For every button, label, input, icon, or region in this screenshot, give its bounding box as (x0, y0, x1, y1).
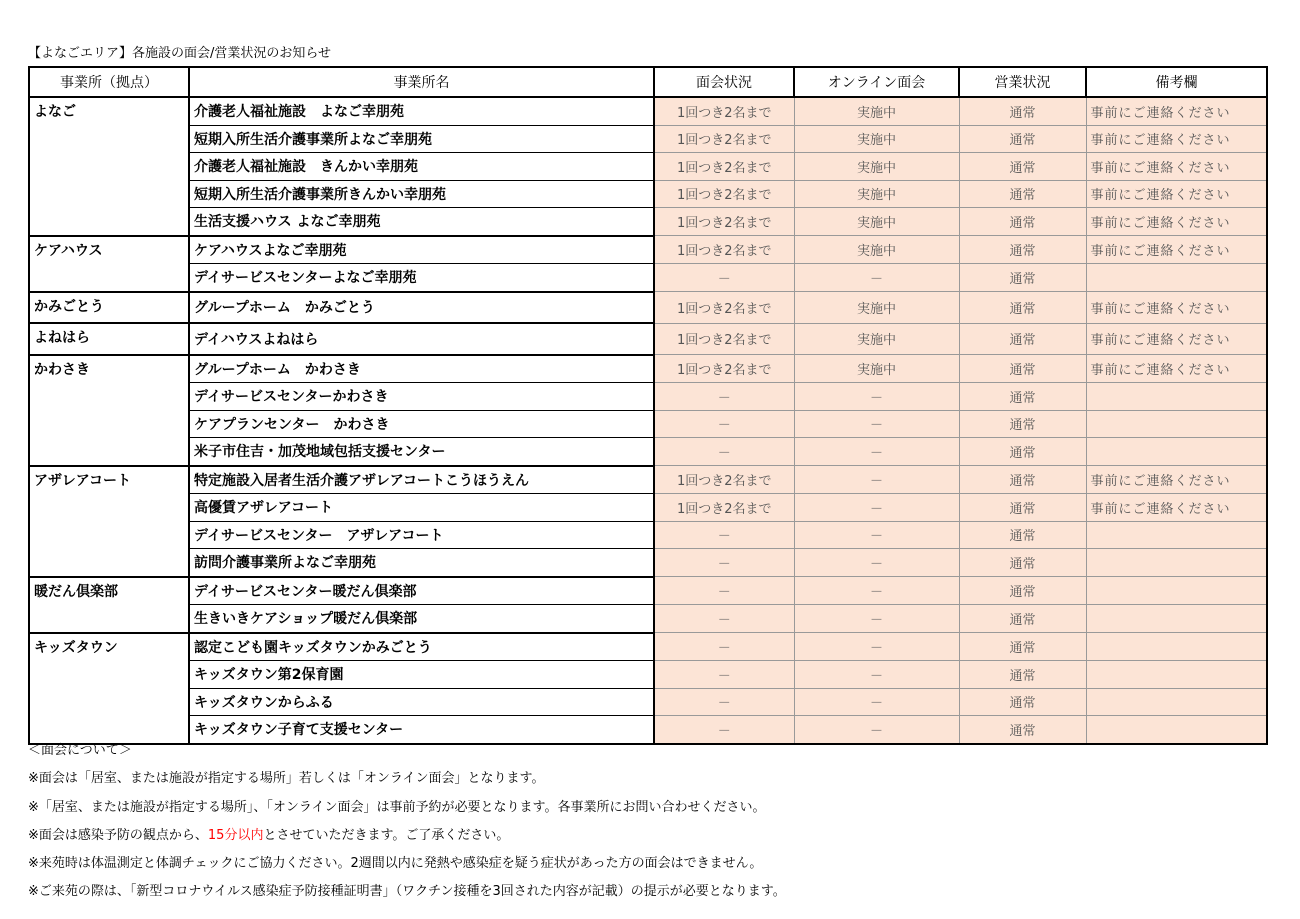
business-status-cell: 通常 (959, 466, 1086, 494)
online-visit-cell: － (794, 410, 959, 438)
remarks-cell: 事前にご連絡ください (1086, 125, 1267, 153)
note-line: ※面会は「居室、または施設が指定する場所」若しくは「オンライン面会」となります。 (28, 771, 545, 787)
business-status-cell: 通常 (959, 605, 1086, 633)
facility-name-cell: 生きいきケアショップ暖だん倶楽部 (189, 605, 654, 633)
remarks-cell (1086, 716, 1267, 744)
online-visit-cell: － (794, 577, 959, 605)
table-row (29, 208, 1267, 236)
remarks-cell: 事前にご連絡ください (1086, 236, 1267, 264)
facility-name-cell: キッズタウン第2保育園 (189, 661, 654, 689)
table-row (29, 180, 1267, 208)
remarks-cell (1086, 410, 1267, 438)
table-row (29, 264, 1267, 292)
table-row (29, 97, 1267, 125)
business-status-cell: 通常 (959, 292, 1086, 324)
business-status-cell: 通常 (959, 125, 1086, 153)
online-visit-cell: － (794, 521, 959, 549)
facility-name-cell: グループホーム かみごとう (189, 292, 654, 324)
note-text: ※面会は感染予防の観点から、 (28, 827, 208, 843)
remarks-cell (1086, 605, 1267, 633)
remarks-cell: 事前にご連絡ください (1086, 180, 1267, 208)
header-visit-status: 面会状況 (654, 67, 794, 97)
visit-status-cell: － (654, 264, 794, 292)
online-visit-cell: － (794, 605, 959, 633)
base-cell: かわさき (29, 355, 189, 466)
online-visit-cell: 実施中 (794, 208, 959, 236)
remarks-cell (1086, 383, 1267, 411)
table-row (29, 153, 1267, 181)
table-row (29, 549, 1267, 577)
online-visit-cell: － (794, 549, 959, 577)
table-row (29, 633, 1267, 661)
business-status-cell: 通常 (959, 688, 1086, 716)
business-status-cell: 通常 (959, 383, 1086, 411)
table-row (29, 494, 1267, 522)
visit-status-cell: 1回つき2名まで (654, 494, 794, 522)
facility-name-cell: ケアハウスよなご幸朋苑 (189, 236, 654, 264)
facility-name-cell: 認定こども園キッズタウンかみごとう (189, 633, 654, 661)
visit-status-cell: 1回つき2名まで (654, 466, 794, 494)
business-status-cell: 通常 (959, 323, 1086, 355)
visit-status-cell: － (654, 577, 794, 605)
remarks-cell: 事前にご連絡ください (1086, 355, 1267, 383)
remarks-cell (1086, 438, 1267, 466)
online-visit-cell: 実施中 (794, 97, 959, 125)
facility-name-cell: グループホーム かわさき (189, 355, 654, 383)
online-visit-cell: － (794, 466, 959, 494)
base-cell: キッズタウン (29, 633, 189, 744)
business-status-cell: 通常 (959, 716, 1086, 744)
facility-name-cell: 介護老人福祉施設 きんかい幸朋苑 (189, 153, 654, 181)
base-cell: アザレアコート (29, 466, 189, 577)
table-row (29, 521, 1267, 549)
visit-notes (28, 737, 786, 907)
online-visit-cell: 実施中 (794, 125, 959, 153)
online-visit-cell: － (794, 633, 959, 661)
remarks-cell: 事前にご連絡ください (1086, 323, 1267, 355)
facility-name-cell: 米子市住吉・加茂地域包括支援センター (189, 438, 654, 466)
online-visit-cell: － (794, 716, 959, 744)
table-row (29, 577, 1267, 605)
table-body (29, 97, 1267, 744)
table-row (29, 438, 1267, 466)
facility-name-cell: 特定施設入居者生活介護アザレアコートこうほうえん (189, 466, 654, 494)
visit-status-cell: － (654, 661, 794, 689)
remarks-cell (1086, 549, 1267, 577)
note-highlight: 15分以内 (207, 827, 264, 843)
visit-status-cell: － (654, 410, 794, 438)
remarks-cell (1086, 633, 1267, 661)
note-line: ※ご来苑の際は、「新型コロナウイルス感染症予防接種証明書」（ワクチン接種を3回された内容が記載）の提示が必要となります。 (28, 884, 786, 900)
business-status-cell: 通常 (959, 97, 1086, 125)
table-row (29, 236, 1267, 264)
business-status-cell: 通常 (959, 577, 1086, 605)
online-visit-cell: － (794, 494, 959, 522)
facility-name-cell: ケアプランセンター かわさき (189, 410, 654, 438)
header-business-status: 営業状況 (959, 67, 1086, 97)
visit-status-cell: － (654, 605, 794, 633)
facility-name-cell: デイハウスよねはら (189, 323, 654, 355)
business-status-cell: 通常 (959, 410, 1086, 438)
remarks-cell (1086, 577, 1267, 605)
facility-name-cell: 高優賃アザレアコート (189, 494, 654, 522)
online-visit-cell: 実施中 (794, 292, 959, 324)
facility-name-cell: 短期入所生活介護事業所きんかい幸朋苑 (189, 180, 654, 208)
business-status-cell: 通常 (959, 521, 1086, 549)
note-text: とさせていただきます。ご了承ください。 (263, 827, 510, 843)
online-visit-cell: 実施中 (794, 323, 959, 355)
remarks-cell: 事前にご連絡ください (1086, 292, 1267, 324)
online-visit-cell: － (794, 438, 959, 466)
facility-name-cell: キッズタウン子育て支援センター (189, 716, 654, 744)
visit-status-cell: 1回つき2名まで (654, 125, 794, 153)
table-row (29, 605, 1267, 633)
remarks-cell: 事前にご連絡ください (1086, 153, 1267, 181)
table-row (29, 661, 1267, 689)
visit-status-cell: 1回つき2名まで (654, 355, 794, 383)
online-visit-cell: 実施中 (794, 153, 959, 181)
facility-name-cell: 生活支援ハウス よなご幸朋苑 (189, 208, 654, 236)
header-online-visit: オンライン面会 (794, 67, 959, 97)
online-visit-cell: － (794, 383, 959, 411)
visit-status-cell: － (654, 438, 794, 466)
visit-status-cell: － (654, 716, 794, 744)
page-title: 【よなごエリア】各施設の面会/営業状況のお知らせ (28, 46, 331, 61)
business-status-cell: 通常 (959, 438, 1086, 466)
facility-name-cell: キッズタウンからふる (189, 688, 654, 716)
facility-name-cell: デイサービスセンターかわさき (189, 383, 654, 411)
table-row (29, 125, 1267, 153)
visit-status-cell: 1回つき2名まで (654, 153, 794, 181)
online-visit-cell: 実施中 (794, 180, 959, 208)
visit-status-cell: 1回つき2名まで (654, 236, 794, 264)
table-header-row (29, 67, 1267, 97)
header-base: 事業所（拠点） (29, 67, 189, 97)
business-status-cell: 通常 (959, 236, 1086, 264)
visit-status-cell: － (654, 521, 794, 549)
business-status-cell: 通常 (959, 661, 1086, 689)
online-visit-cell: － (794, 661, 959, 689)
visit-status-cell: － (654, 688, 794, 716)
visit-status-cell: 1回つき2名まで (654, 323, 794, 355)
base-cell: よなご (29, 97, 189, 236)
facility-name-cell: デイサービスセンター アザレアコート (189, 521, 654, 549)
table-row (29, 410, 1267, 438)
facility-name-cell: 短期入所生活介護事業所よなご幸朋苑 (189, 125, 654, 153)
remarks-cell: 事前にご連絡ください (1086, 208, 1267, 236)
business-status-cell: 通常 (959, 153, 1086, 181)
facility-name-cell: 介護老人福祉施設 よなご幸朋苑 (189, 97, 654, 125)
remarks-cell: 事前にご連絡ください (1086, 97, 1267, 125)
online-visit-cell: 実施中 (794, 355, 959, 383)
business-status-cell: 通常 (959, 264, 1086, 292)
header-facility: 事業所名 (189, 67, 654, 97)
remarks-cell (1086, 264, 1267, 292)
business-status-cell: 通常 (959, 494, 1086, 522)
visit-status-cell: 1回つき2名まで (654, 180, 794, 208)
table-row (29, 323, 1267, 355)
visit-status-cell: 1回つき2名まで (654, 208, 794, 236)
facility-name-cell: デイサービスセンターよなご幸朋苑 (189, 264, 654, 292)
business-status-cell: 通常 (959, 549, 1086, 577)
visit-status-cell: － (654, 549, 794, 577)
note-line: ※来苑時は体温測定と体調チェックにご協力ください。2週間以内に発熱や感染症を疑う症状があった方の面会はできません。 (28, 856, 763, 872)
facility-name-cell: デイサービスセンター暖だん倶楽部 (189, 577, 654, 605)
remarks-cell: 事前にご連絡ください (1086, 494, 1267, 522)
online-visit-cell: 実施中 (794, 236, 959, 264)
business-status-cell: 通常 (959, 355, 1086, 383)
table-row (29, 383, 1267, 411)
base-cell: よねはら (29, 323, 189, 355)
note-line: ※「居室、または施設が指定する場所」、「オンライン面会」は事前予約が必要となります。各事業所にお問い合わせください。 (28, 799, 766, 815)
business-status-cell: 通常 (959, 208, 1086, 236)
visit-status-cell: － (654, 633, 794, 661)
base-cell: ケアハウス (29, 236, 189, 292)
visit-status-cell: 1回つき2名まで (654, 292, 794, 324)
table-row (29, 355, 1267, 383)
business-status-cell: 通常 (959, 180, 1086, 208)
visit-status-cell: 1回つき2名まで (654, 97, 794, 125)
online-visit-cell: － (794, 688, 959, 716)
facility-status-table (28, 66, 1268, 745)
table-row (29, 688, 1267, 716)
online-visit-cell: － (794, 264, 959, 292)
header-remarks: 備考欄 (1086, 67, 1267, 97)
remarks-cell (1086, 688, 1267, 716)
table-row (29, 466, 1267, 494)
facility-name-cell: 訪問介護事業所よなご幸朋苑 (189, 549, 654, 577)
remarks-cell: 事前にご連絡ください (1086, 466, 1267, 494)
base-cell: かみごとう (29, 292, 189, 324)
base-cell: 暖だん倶楽部 (29, 577, 189, 633)
remarks-cell (1086, 521, 1267, 549)
table-row (29, 292, 1267, 324)
note-line (28, 822, 786, 850)
remarks-cell (1086, 661, 1267, 689)
business-status-cell: 通常 (959, 633, 1086, 661)
notes-heading: ＜面会について＞ (28, 743, 132, 758)
visit-status-cell: － (654, 383, 794, 411)
